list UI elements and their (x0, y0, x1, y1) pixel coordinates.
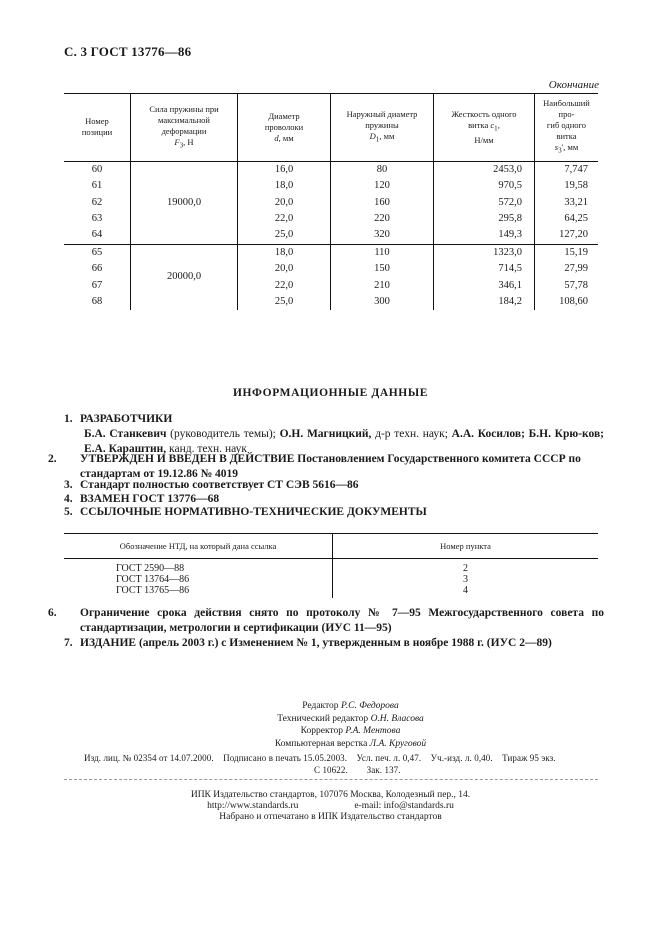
cell-deflection: 127,20 (535, 227, 599, 244)
col-header-position: Номер позиции (64, 94, 131, 162)
developer-name: О.Н. Магницкий, (279, 428, 372, 440)
cell-deflection: 27,99 (535, 261, 599, 277)
cell-stiffness: 295,8 (434, 211, 535, 227)
item-text: УТВЕРЖДЕН И ВВЕДЕН В ДЕЙСТВИЕ Постановлением Государственного комитета СССР по стандартам от 19.12.86 № 4019 (80, 453, 581, 480)
reference-row (64, 585, 598, 598)
cell-outer-diameter: 120 (331, 178, 434, 194)
reference-doc: ГОСТ 2590—88 (116, 563, 185, 574)
cell-deflection: 19,58 (535, 178, 599, 194)
info-item-edition (64, 636, 604, 651)
item-text: ИЗДАНИЕ (апрель 2003 г.) с Изменением № 1, утвержденным в ноябре 1988 г. (ИУС 2—89) (80, 637, 552, 649)
cell-outer-diameter: 160 (331, 194, 434, 210)
item-number: 4. (64, 493, 73, 505)
cell-stiffness: 572,0 (434, 194, 535, 210)
item-number: 2. (48, 453, 57, 465)
table-continuation-label: Окончание (548, 79, 599, 91)
cell-force: 19000,0 (131, 161, 238, 244)
cell-position: 67 (91, 279, 103, 291)
staff-label: Компьютерная верстка (274, 738, 368, 749)
cell-force: 20000,0 (131, 244, 238, 310)
staff-label: Корректор (300, 726, 344, 736)
item-number: 7. (64, 637, 73, 649)
cell-position: 61 (91, 180, 103, 192)
staff-name: О.Н. Власова (370, 713, 424, 724)
publisher-address: ИПК Издательство стандартов, 107076 Москва, Колодезный пер., 14. (190, 790, 471, 800)
editorial-staff (0, 700, 661, 750)
cell-wire-diameter: 22,0 (238, 277, 331, 293)
cell-wire-diameter: 25,0 (238, 294, 331, 310)
staff-editor (0, 700, 661, 713)
staff-label: Редактор (302, 701, 339, 711)
col-header-wire-diameter: Диаметр проволоки d, мм (238, 94, 331, 162)
references-table (64, 533, 598, 598)
cell-position: 68 (91, 296, 103, 307)
cell-deflection: 108,60 (535, 294, 599, 310)
item-title: РАЗРАБОТЧИКИ (80, 413, 173, 425)
cell-wire-diameter: 16,0 (238, 161, 331, 178)
info-item-references (64, 505, 604, 520)
cell-stiffness: 184,2 (434, 294, 535, 310)
cell-deflection: 7,747 (535, 161, 599, 178)
col-header-force: Сила пружины при максимальной деформации $F_3$, Н (131, 94, 238, 162)
publisher-printing-note: Набрано и отпечатано в ИПК Издательство стандартов (219, 812, 442, 822)
reference-item: 4 (333, 585, 599, 598)
cell-stiffness: 149,3 (434, 227, 535, 244)
page-header: С. 3 ГОСТ 13776—86 (64, 44, 192, 59)
publisher-email-link[interactable]: e-mail: info@standards.ru (354, 801, 454, 811)
item-number: 3. (64, 479, 73, 491)
print-info-line: Изд. лиц. № 02354 от 14.07.2000. Подписано в печать 15.05.2003. Усл. печ. л. 0,47. Уч.-изд. л. 0,40. Тираж 95 экз. (84, 753, 556, 763)
item-text: ССЫЛОЧНЫЕ НОРМАТИВНО-ТЕХНИЧЕСКИЕ ДОКУМЕНТЫ (80, 506, 427, 518)
item-number: 1. (64, 413, 73, 425)
col-header-item-number: Номер пункта (333, 534, 599, 559)
cell-deflection: 33,21 (535, 194, 599, 210)
print-info-line: С 10622. Зак. 137. (314, 765, 401, 775)
item-number: 5. (64, 506, 73, 518)
developer-role: канд. техн. наук (166, 443, 247, 455)
cell-position: 66 (91, 263, 103, 275)
cell-outer-diameter: 300 (331, 294, 434, 310)
cell-outer-diameter: 320 (331, 227, 434, 244)
cell-outer-diameter: 210 (331, 277, 434, 293)
reference-doc: ГОСТ 13765—86 (116, 585, 190, 596)
info-section-title: ИНФОРМАЦИОННЫЕ ДАННЫЕ (232, 387, 429, 399)
cell-deflection: 64,25 (535, 211, 599, 227)
reference-item: 2 (333, 559, 599, 575)
cell-deflection: 57,78 (535, 277, 599, 293)
info-item-compliance (64, 478, 604, 493)
cell-position: 64 (91, 229, 103, 241)
staff-name: Р.С. Федорова (340, 701, 399, 711)
cell-wire-diameter: 22,0 (238, 211, 331, 227)
cell-wire-diameter: 18,0 (238, 178, 331, 194)
reference-row (64, 559, 598, 575)
publisher-footer (0, 790, 661, 823)
table-header-row (64, 94, 598, 162)
staff-label: Технический редактор (277, 713, 369, 724)
cell-wire-diameter: 20,0 (238, 261, 331, 277)
table-row (64, 161, 598, 178)
developer-name: Б.А. Станкевич (84, 428, 167, 440)
reference-row (64, 574, 598, 585)
print-info (84, 752, 594, 776)
cell-wire-diameter: 18,0 (238, 244, 331, 261)
cell-position: 62 (91, 196, 103, 208)
cell-stiffness: 2453,0 (434, 161, 535, 178)
cell-outer-diameter: 150 (331, 261, 434, 277)
developer-name: А.А. Косилов; Б.Н. Крю-ков; Е.А. Караштин, (84, 428, 604, 455)
reference-item: 3 (333, 574, 599, 585)
info-item-validity (48, 606, 604, 636)
item-text: Стандарт полностью соответствует СТ СЭВ 5616—86 (80, 479, 359, 491)
cell-outer-diameter: 110 (331, 244, 434, 261)
cell-deflection: 15,19 (535, 244, 599, 261)
col-header-outer-diameter: Наружный диаметр пружины $D_1$, мм (331, 94, 434, 162)
cell-position: 63 (91, 213, 103, 225)
footer-divider (64, 779, 598, 780)
springs-table (64, 93, 598, 310)
col-header-stiffness: Жесткость одного витка $c_1$, Н/мм (434, 94, 535, 162)
cell-stiffness: 714,5 (434, 261, 535, 277)
cell-wire-diameter: 20,0 (238, 194, 331, 210)
staff-name: Р.А. Ментова (345, 726, 401, 736)
cell-stiffness: 1323,0 (434, 244, 535, 261)
developer-role: (руководитель темы); (166, 428, 280, 440)
table-row (64, 244, 598, 261)
cell-stiffness: 346,1 (434, 277, 535, 293)
col-header-deflection: Наибольший про- гиб одного витка $s_3'$, мм (535, 94, 599, 162)
cell-wire-diameter: 25,0 (238, 227, 331, 244)
references-header-row (64, 534, 598, 559)
cell-position: 65 (64, 244, 131, 261)
staff-layout (0, 738, 661, 751)
staff-name: Л.А. Круговой (369, 738, 427, 749)
item-text: Ограничение срока действия снято по протоколу № 7—95 Межгосударственного совета по стандартизации, метрологии и сертификации (ИУС 11—95) (80, 607, 604, 634)
publisher-contacts (0, 801, 661, 812)
cell-stiffness: 970,5 (434, 178, 535, 194)
staff-corrector (0, 725, 661, 738)
item-text: ВЗАМЕН ГОСТ 13776—68 (80, 493, 220, 505)
cell-outer-diameter: 80 (331, 161, 434, 178)
staff-tech-editor (0, 713, 661, 726)
reference-doc: ГОСТ 13764—86 (116, 574, 190, 585)
col-header-ntd: Обозначение НТД, на который дана ссылка (64, 534, 333, 559)
publisher-website-link[interactable]: http://www.standards.ru (207, 801, 299, 811)
item-number: 6. (48, 607, 57, 619)
developer-role: д-р техн. наук; (371, 428, 452, 440)
cell-outer-diameter: 220 (331, 211, 434, 227)
info-item-developers (64, 412, 604, 457)
cell-position: 60 (91, 163, 103, 175)
